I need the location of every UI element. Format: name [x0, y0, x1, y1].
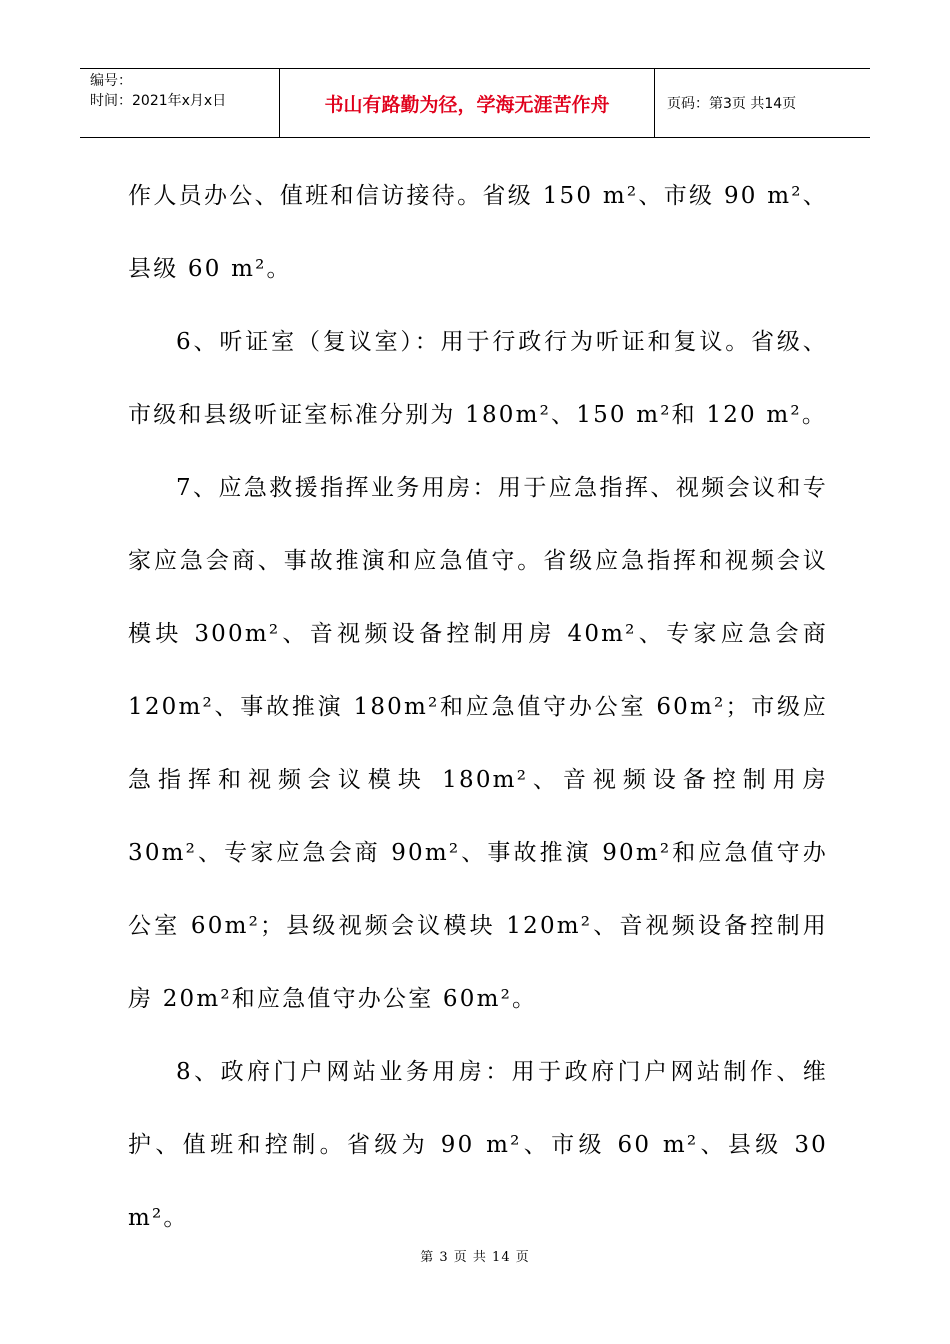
document-date: 时间：2021年x月x日	[90, 93, 227, 109]
paragraph-website-rooms: 8、政府门户网站业务用房：用于政府门户网站制作、维护、值班和控制。省级为 90 m²、市级 60 m²、县级 30 m²。	[128, 1059, 828, 1231]
paragraph-hearing-room: 6、听证室（复议室）：用于行政行为听证和复议。省级、市级和县级听证室标准分别为 180m²、150 m²和 120 m²。	[128, 329, 828, 428]
header-meta	[80, 69, 280, 137]
page-header	[80, 68, 870, 138]
header-page-info: 页码：第3页 共14页	[667, 96, 797, 112]
paragraph-emergency-rooms: 7、应急救援指挥业务用房：用于应急指挥、视频会议和专家应急会商、事故推演和应急值守。省级应急指挥和视频会议模块 300m²、音视频设备控制用房 40m²、专家应急会商 120m²、事故推演 180m²和应急值守办公室 60m²；市级应急指挥和视频会议模块 180m²、音视频设备控制用房 30m²、专家应急会商 90m²、事故推演 90m²和应急值守办公室 60m²；县级视频会议模块 120m²、音视频设备控制用房 20m²和应急值守办公室 60m²。	[128, 475, 828, 1012]
header-motto: 书山有路勤为径，学海无涯苦作舟	[280, 69, 655, 137]
paragraph-continued: 作人员办公、值班和信访接待。省级 150 m²、市级 90 m²、县级 60 m²。	[128, 183, 828, 282]
document-number-label: 编号：	[90, 73, 132, 89]
page-footer: 第 3 页 共 14 页	[420, 1250, 530, 1265]
document-body	[128, 160, 828, 1255]
